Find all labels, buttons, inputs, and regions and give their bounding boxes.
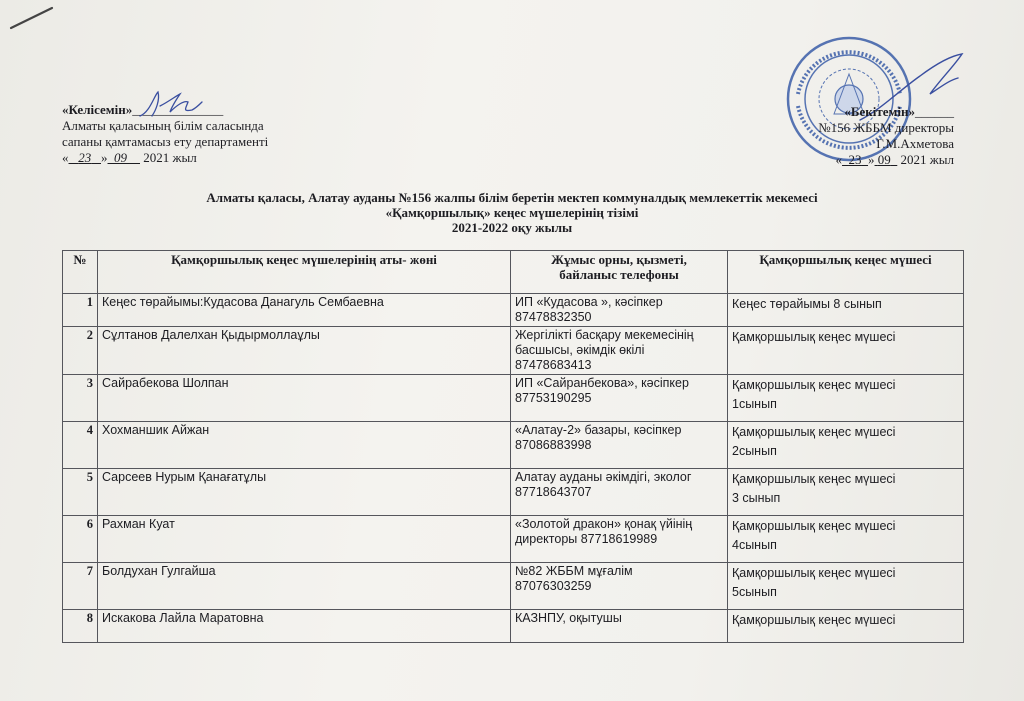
cell-name: Кеңес төрайымы:Кудасова Данагуль Сембаевна <box>98 294 511 327</box>
cell-num: 1 <box>63 294 98 327</box>
title-line3: 2021-2022 оқу жылы <box>451 220 573 235</box>
approve-date-day: 23 <box>848 152 862 167</box>
members-table <box>62 250 964 643</box>
header-work: Жұмыс орны, қызметі, байланыс телефоны <box>511 251 728 294</box>
cell-role: Қамқоршылық кеңес мүшесі 1сынып <box>728 375 964 422</box>
agree-org-line2: сапаны қамтамасыз ету департаменті <box>62 134 269 149</box>
cell-work: №82 ЖББМ мұғалім 87076303259 <box>511 563 728 610</box>
cell-num: 5 <box>63 469 98 516</box>
approve-date-month: 09 <box>877 152 891 167</box>
cell-name: Искакова Лайла Маратовна <box>98 610 511 643</box>
agree-date-day: 23 <box>78 150 92 165</box>
title-line2: «Қамқоршылық» кеңес мүшелерінің тізімі <box>385 205 639 220</box>
cell-work: Жергілікті басқару мекемесінің басшысы, әкімдік өкілі 87478683413 <box>511 327 728 375</box>
cell-role: Қамқоршылық кеңес мүшесі 2сынып <box>728 422 964 469</box>
cell-role: Қамқоршылық кеңес мүшесі <box>728 610 964 643</box>
cell-num: 6 <box>63 516 98 563</box>
table-row <box>63 375 964 422</box>
cell-name: Рахман Куат <box>98 516 511 563</box>
header-name: Қамқоршылық кеңес мүшелерінің аты- жөні <box>98 251 511 294</box>
cell-work: ИП «Сайранбекова», кәсіпкер 87753190295 <box>511 375 728 422</box>
cell-work: «Алатау-2» базары, кәсіпкер 87086883998 <box>511 422 728 469</box>
cell-work: «Золотой дракон» қонақ үйінің директоры 87718619989 <box>511 516 728 563</box>
approve-label: «Бекітемін» <box>844 104 915 119</box>
cell-num: 4 <box>63 422 98 469</box>
cell-role: Қамқоршылық кеңес мүшесі 4сынып <box>728 516 964 563</box>
header-num: № <box>63 251 98 294</box>
header-role: Қамқоршылық кеңес мүшесі <box>728 251 964 294</box>
cell-name: Сарсеев Нурым Қанағатұлы <box>98 469 511 516</box>
cell-num: 8 <box>63 610 98 643</box>
cell-num: 2 <box>63 327 98 375</box>
approval-block <box>818 104 954 168</box>
table-row <box>63 327 964 375</box>
agree-date: « 23 » 09 2021 жыл <box>62 150 197 165</box>
table-row <box>63 610 964 643</box>
cell-name: Сұлтанов Далелхан Қыдырмоллаұлы <box>98 327 511 375</box>
cell-work: Алатау ауданы әкімдігі, эколог 87718643707 <box>511 469 728 516</box>
table-row <box>63 516 964 563</box>
agree-label-line: «Келісемін»______________ <box>62 102 224 117</box>
agree-label: «Келісемін» <box>62 102 133 117</box>
cell-role: Кеңес төрайымы 8 сынып <box>728 294 964 327</box>
cell-role: Қамқоршылық кеңес мүшесі 3 сынып <box>728 469 964 516</box>
agree-date-month: 09 <box>114 150 127 165</box>
approve-date: « 23 » 09 2021 жыл <box>835 152 954 167</box>
table-header-row <box>63 251 964 294</box>
cell-name: Хохманшик Айжан <box>98 422 511 469</box>
approve-position: №156 ЖББМ директоры <box>818 120 954 135</box>
cell-role: Қамқоршылық кеңес мүшесі 5сынып <box>728 563 964 610</box>
cell-num: 7 <box>63 563 98 610</box>
table-row <box>63 422 964 469</box>
cell-name: Болдухан Гулгайша <box>98 563 511 610</box>
document-title <box>0 190 1024 235</box>
table-row <box>63 469 964 516</box>
table-row <box>63 294 964 327</box>
cell-num: 3 <box>63 375 98 422</box>
cell-work: КАЗНПУ, оқытушы <box>511 610 728 643</box>
agree-signature <box>136 86 206 122</box>
cell-role: Қамқоршылық кеңес мүшесі <box>728 327 964 375</box>
pen-stroke-mark <box>8 2 58 32</box>
agree-org-line1: Алматы қаласының білім саласында <box>62 118 264 133</box>
table-row <box>63 563 964 610</box>
title-line1: Алматы қаласы, Алатау ауданы №156 жалпы білім беретін мектеп коммуналдық мемлекеттік мекемесі <box>206 190 818 205</box>
approve-director-name: Г.М.Ахметова <box>876 136 954 151</box>
cell-work: ИП «Кудасова », кәсіпкер 87478832350 <box>511 294 728 327</box>
approve-date-year: 2021 жыл <box>900 152 954 167</box>
approve-label-line: «Бекітемін»______ <box>844 104 954 119</box>
agree-date-year: 2021 жыл <box>143 150 197 165</box>
cell-name: Сайрабекова Шолпан <box>98 375 511 422</box>
